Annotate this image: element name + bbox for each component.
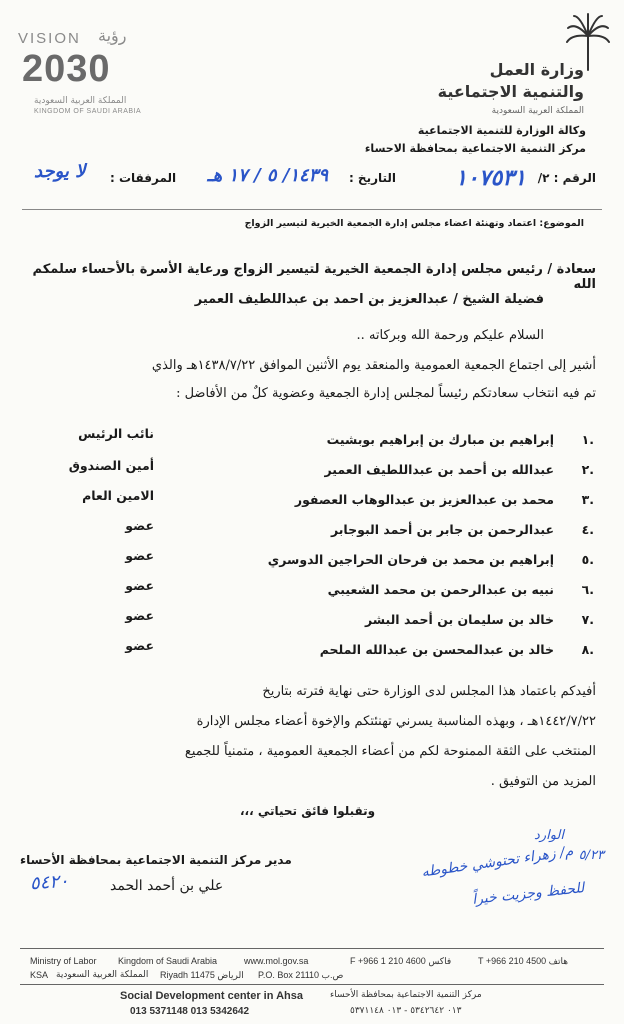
footer-divider-2	[20, 984, 604, 985]
member-row-3	[34, 488, 594, 514]
handwritten-date: ٥/٢٣	[578, 848, 604, 863]
footer-phones-en: 013 5371148 013 5342642	[130, 1006, 250, 1017]
paragraph2-line3: المنتخب على الثقة الممنوحة لكم من أعضاء الجمعية العمومية ، متمنياً للجميع	[184, 744, 596, 759]
paragraph2-line2: ١٤٤٢/٧/٢٢هـ ، وبهذه المناسبة يسرني تهنئتكم والإخوة أعضاء مجلس الإدارة	[196, 714, 596, 729]
vision-word: VISION	[18, 30, 81, 47]
member-name: عبدالرحمن بن جابر بن أحمد البوجابر	[330, 522, 554, 537]
paragraph2-line4: المزيد من التوفيق .	[490, 774, 596, 789]
paragraph1-line1: أشير إلى اجتماع الجمعية العمومية والمنعقد يوم الأثنين الموافق ١٤٣٨/٧/٢٢هـ والذي	[151, 358, 596, 373]
member-role: عضو	[125, 518, 154, 533]
footer-phones-ar: ٠١٣ ٥٣٤٢٦٤٢ - ٠١٣ ٥٣٧١١٤٨	[350, 1006, 462, 1016]
member-number: .٤	[581, 522, 594, 537]
kingdom-en-label: KINGDOM OF SAUDI ARABIA	[34, 108, 142, 115]
signer-name: علي بن أحمد الحمد	[110, 878, 224, 894]
ministry-kingdom-line: المملكة العربية السعودية	[491, 106, 584, 116]
member-role: عضو	[125, 578, 154, 593]
footer-ksa: KSA	[30, 970, 49, 980]
member-name: إبراهيم بن مبارك بن إبراهيم بوبشيت	[326, 432, 554, 447]
member-row-6	[34, 578, 594, 604]
footer-divider	[20, 948, 604, 949]
member-role: عضو	[125, 548, 154, 563]
ministry-name-line2: والتنمية الاجتماعية	[437, 82, 584, 101]
reference-row	[30, 161, 596, 193]
member-role: نائب الرئيس	[78, 426, 154, 441]
closing: وتقبلوا فائق تحياتي ،،،	[240, 804, 376, 818]
greeting: السلام عليكم ورحمة الله وبركاته ..	[356, 328, 544, 343]
ministry-name-line1: وزارة العمل	[489, 60, 584, 79]
salutation: سعادة / رئيس مجلس إدارة الجمعية الخيرية لتيسير الزواج ورعاية الأسرة بالأحساء سلمكم الله	[32, 262, 596, 292]
member-number: .٦	[581, 582, 594, 597]
date-value: ١٤٣٩/ ٥ / ١٧ هـ	[207, 165, 328, 186]
ref-number-label: الرقم : ٢/	[537, 171, 596, 185]
center-name: مركز التنمية الاجتماعية بمحافظة الاحساء	[364, 142, 586, 155]
ref-number-value: ١٠٧٥٣١	[455, 165, 526, 191]
member-role: عضو	[125, 608, 154, 623]
member-number: .٥	[581, 552, 594, 567]
member-row-2	[34, 458, 594, 484]
kingdom-ar-label: المملكة العربية السعودية	[34, 96, 127, 106]
member-number: .١	[581, 432, 594, 447]
member-name: إبراهيم بن محمد بن فرحان الحراجين الدوسري	[267, 552, 554, 567]
footer-ministry-en: Ministry of Labor	[30, 956, 97, 966]
member-row-5	[34, 548, 594, 574]
footer-fax: F +966 1 210 4600 فاكس	[350, 956, 452, 966]
signature-number: ٥٤٢٠	[29, 870, 70, 895]
member-number: .٢	[581, 462, 594, 477]
member-role: عضو	[125, 638, 154, 653]
member-name: خالد بن عبدالمحسن بن عبدالله الملحم	[319, 642, 554, 657]
member-role: أمين الصندوق	[68, 458, 154, 473]
paragraph1-line2: تم فيه انتخاب سعادتكم رئيساً لمجلس إدارة الجمعية وعضوية كلٌ من الأفاضل :	[176, 386, 596, 401]
addressee: فضيلة الشيخ / عبدالعزيز بن احمد بن عبداللطيف العمير	[194, 292, 544, 307]
footer-website: www.mol.gov.sa	[244, 956, 309, 966]
footer-kingdom-en: Kingdom of Saudi Arabia	[118, 956, 218, 966]
member-name: خالد بن سليمان بن أحمد البشر	[365, 612, 554, 627]
member-number: .٧	[581, 612, 594, 627]
footer-center-ar: مركز التنمية الاجتماعية بمحافظة الأحساء	[330, 990, 482, 1000]
member-row-4	[34, 518, 594, 544]
member-row-1	[34, 426, 594, 454]
attachments-label: المرفقات :	[110, 171, 177, 185]
member-row-8	[34, 638, 594, 664]
agency-name: وكالة الوزارة للتنمية الاجتماعية	[417, 124, 586, 137]
vision-2030-number: 2030	[22, 48, 111, 90]
vision-ar: رؤية	[98, 26, 127, 45]
subject-line: الموضوع: اعتماد وتهنئة اعضاء مجلس إدارة الجمعية الخيرية لتيسير الزواج	[244, 218, 584, 229]
member-row-7	[34, 608, 594, 634]
header-divider	[22, 209, 602, 210]
footer-center-en: Social Development center in Ahsa	[120, 990, 303, 1002]
member-name: عبدالله بن أحمد بن عبداللطيف العمير	[324, 462, 554, 477]
footer-phone: T +966 210 4500 هاتف	[478, 956, 568, 966]
attachments-value: لا يوجد	[34, 161, 86, 182]
footer-riyadh: Riyadh 11475 الرياض	[160, 970, 244, 980]
footer-pobox: P.O. Box 21110 ص.ب	[258, 970, 344, 980]
signer-title: مدير مركز التنمية الاجتماعية بمحافظة الأحساء	[20, 853, 292, 867]
member-role: الامين العام	[82, 488, 154, 503]
handwritten-note: م/ زهراء تحتوشي خطوطه	[420, 843, 575, 881]
date-label: التاريخ :	[348, 171, 396, 185]
paragraph2-line1: أفيدكم باعتماد هذا المجلس لدى الوزارة حتى نهاية فترته بتاريخ	[262, 684, 596, 699]
handwritten-incoming: الوارد	[534, 828, 564, 843]
member-number: .٨	[581, 642, 594, 657]
member-name: نبيه بن عبدالرحمن بن محمد الشعيبي	[327, 582, 554, 597]
member-number: .٣	[581, 492, 594, 507]
member-name: محمد بن عبدالعزيز بن عبدالوهاب العصفور	[294, 492, 554, 507]
footer-kingdom-ar: المملكة العربية السعودية	[56, 970, 149, 980]
handwritten-note-2: للحفظ وجزيت خيراً	[470, 880, 585, 908]
